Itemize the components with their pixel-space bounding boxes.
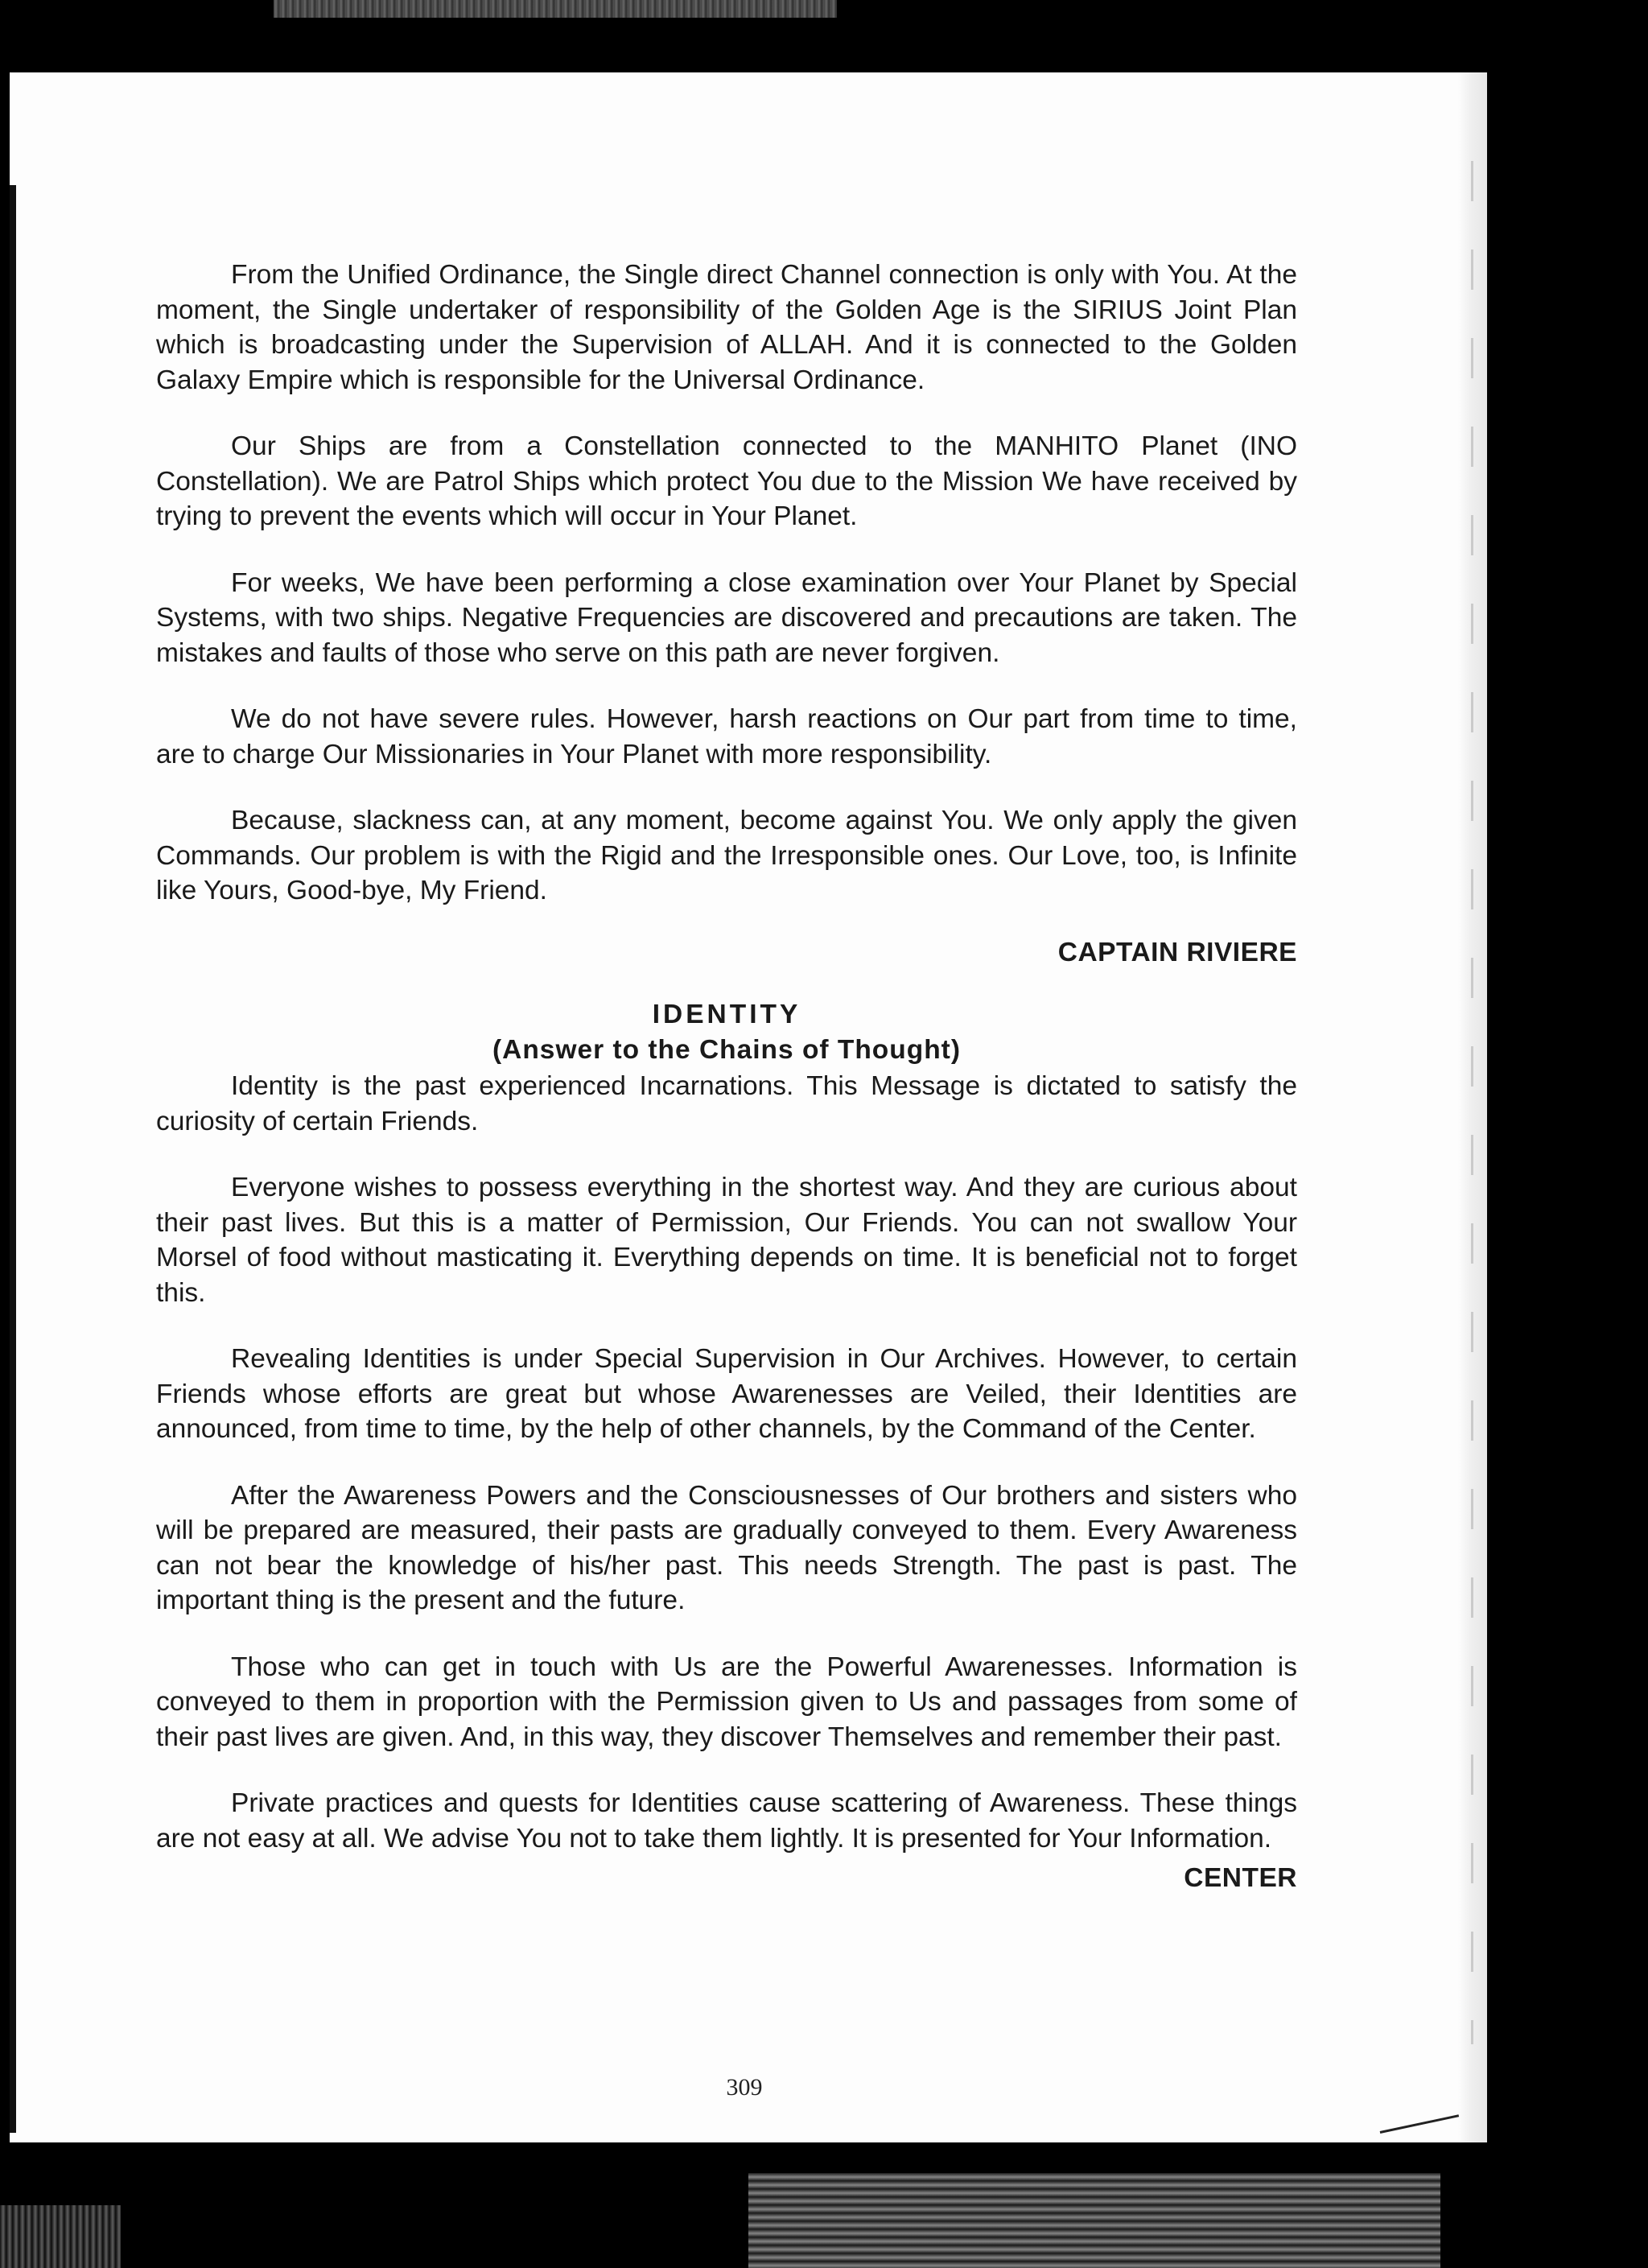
paragraph: Our Ships are from a Constellation connected to the MANHITO Planet (INO Constellation). We are Patrol Ships which protect You due to the Mission We have received by trying to prevent the events which will occur in Your Planet.	[156, 431, 1297, 531]
section-subheading: (Answer to the Chains of Thought)	[492, 1034, 961, 1065]
scan-bottom-left-glare	[0, 2205, 121, 2268]
page-left-shadow	[10, 185, 16, 2133]
paragraph: We do not have severe rules. However, harsh reactions on Our part from time to time, are to charge Our Missionaries in Your Planet with more responsibility.	[156, 704, 1297, 769]
signature-captain-riviere: CAPTAIN RIVIERE	[1057, 937, 1297, 967]
page-number: 309	[726, 2074, 763, 2101]
paragraph: Because, slackness can, at any moment, become against You. We only apply the given Commands. Our problem is with the Rigid and the Irresponsible ones. Our Love, too, is Infinite like Yours, Good-bye, My Friend.	[156, 806, 1297, 905]
paragraph: Revealing Identities is under Special Supervision in Our Archives. However, to certain Friends whose efforts are great but whose Awarenesses are Veiled, their Identities are announced, from time to time, by the help of other channels, by the Command of the Center.	[156, 1344, 1297, 1444]
page-binding-marks	[1471, 113, 1473, 2044]
signature-center: CENTER	[1184, 1863, 1297, 1893]
paragraph: Private practices and quests for Identities cause scattering of Awareness. These things are not easy at all. We advise You not to take them lightly. It is presented for Your Information.	[156, 1788, 1297, 1854]
paragraph: Identity is the past experienced Incarnations. This Message is dictated to satisfy the curiosity of certain Friends.	[156, 1071, 1297, 1136]
body-text	[156, 258, 1297, 1924]
scan-bottom-glare	[748, 2173, 1440, 2268]
paragraph: Everyone wishes to possess everything in the shortest way. And they are curious about their past lives. But this is a matter of Permission, Our Friends. You can not swallow Your Morsel of food without masticating it. Everything depends on time. It is beneficial not to forget this.	[156, 1173, 1297, 1308]
paragraph: After the Awareness Powers and the Consciousnesses of Our brothers and sisters who will be prepared are measured, their pasts are gradually conveyed to them. Every Awareness can not bear the knowledge of his/her past. This needs Strength. The past is past. The important thing is the present and the future.	[156, 1480, 1297, 1615]
paragraph: From the Unified Ordinance, the Single direct Channel connection is only with You. At the moment, the Single undertaker of responsibility of the Golden Age is the SIRIUS Joint Plan which is broadcasting under the Supervision of ALLAH. And it is connected to the Golden Galaxy Empire which is responsible for the Universal Ordinance.	[156, 260, 1297, 395]
scan-top-glare	[274, 0, 837, 18]
paragraph: Those who can get in touch with Us are the Powerful Awarenesses. Information is conveyed to them in proportion with the Permission given to Us and passages from some of their past lives are given. And, in this way, they discover Themselves and remember their past.	[156, 1652, 1297, 1752]
section-heading: IDENTITY	[652, 1000, 801, 1029]
paragraph: For weeks, We have been performing a close examination over Your Planet by Special Systems, with two ships. Negative Frequencies are discovered and precautions are taken. The mistakes and faults of those who serve on this path are never forgiven.	[156, 567, 1297, 668]
